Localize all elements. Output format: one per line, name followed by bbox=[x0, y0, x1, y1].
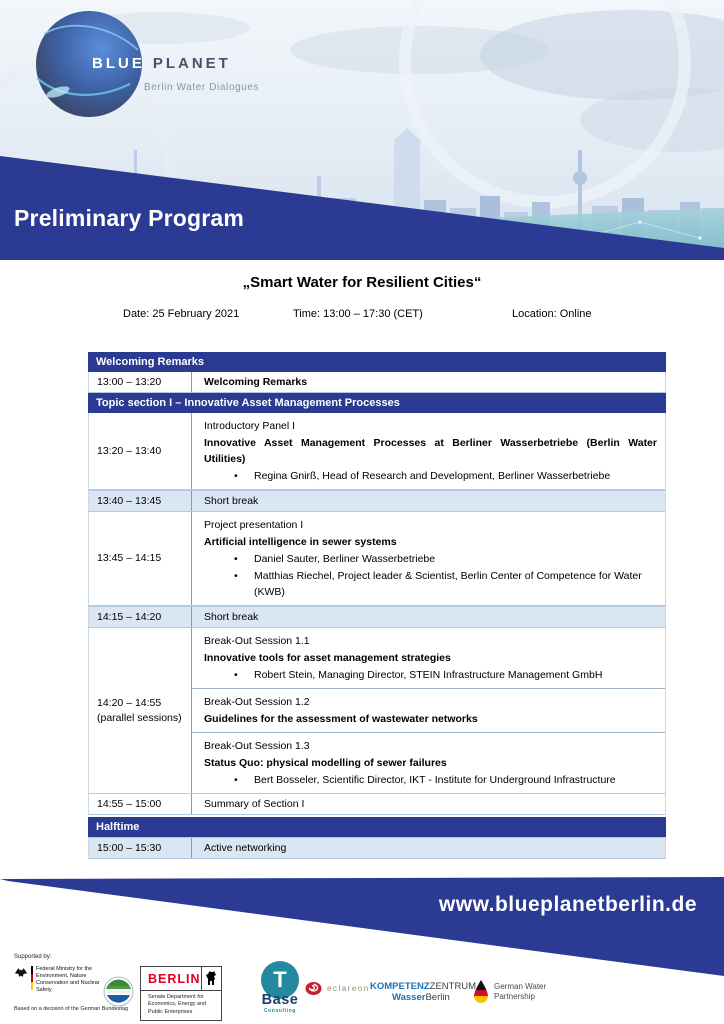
session-label: Break-Out Session 1.2 bbox=[204, 696, 310, 708]
speaker-item: • Robert Stein, Managing Director, STEIN Infrastructure Management GmbH bbox=[204, 667, 657, 683]
session-label: Break-Out Session 1.1 bbox=[204, 635, 310, 647]
logo-tagline: Berlin Water Dialogues bbox=[144, 82, 260, 93]
breakout-session bbox=[192, 688, 665, 732]
table-row bbox=[88, 512, 666, 606]
session-text: Short break bbox=[204, 611, 259, 623]
website-link[interactable]: www.blueplanetberlin.de bbox=[438, 893, 697, 916]
table-row bbox=[88, 413, 666, 490]
federal-eagle-icon bbox=[14, 966, 28, 979]
session-title: Status Quo: physical modelling of sewer failures bbox=[204, 757, 447, 769]
table-row bbox=[88, 837, 666, 859]
time-range: 14:20 – 14:55 bbox=[97, 696, 162, 709]
tbase-circle-icon: T bbox=[261, 961, 299, 999]
eclareon-swirl-icon bbox=[305, 980, 322, 997]
session-text: Active networking bbox=[204, 842, 287, 854]
german-water-partnership-logo bbox=[473, 979, 546, 1004]
time-cell bbox=[89, 628, 191, 793]
gwp-line2: Partnership bbox=[494, 991, 535, 1001]
eclareon-logo bbox=[305, 980, 370, 997]
speaker-item: • Regina Gnirß, Head of Research and Development, Berliner Wasserbetriebe bbox=[204, 468, 657, 484]
session-label: Break-Out Session 1.3 bbox=[204, 740, 310, 752]
session-label: Project presentation I bbox=[204, 519, 304, 531]
event-meta bbox=[0, 308, 724, 326]
time-cell: 13:20 – 13:40 bbox=[97, 444, 162, 457]
speaker-item: • Matthias Riechel, Project leader & Scientist, Berlin Center of Competence for Water (KWB) bbox=[204, 568, 657, 600]
table-row bbox=[88, 490, 666, 512]
berlin-bear-icon bbox=[201, 967, 221, 990]
time-cell: 14:15 – 14:20 bbox=[97, 610, 162, 623]
time-cell: 14:55 – 15:00 bbox=[97, 797, 162, 810]
kwb-berlin: Berlin bbox=[425, 991, 450, 1003]
table-row bbox=[88, 628, 666, 794]
event-time: Time: 13:00 – 17:30 (CET) bbox=[293, 308, 423, 320]
section-header-halftime: Halftime bbox=[88, 817, 666, 837]
kwb-kompetenz: KOMPETENZ bbox=[370, 981, 430, 992]
time-cell: 15:00 – 15:30 bbox=[97, 841, 162, 854]
german-flag-bar bbox=[31, 966, 33, 990]
water-drop-icon bbox=[473, 979, 489, 1004]
kwb-zentrum: ZENTRUM bbox=[429, 981, 477, 992]
kwb-wasser: Wasser bbox=[392, 991, 426, 1003]
kompetenzzentrum-wasser-logo bbox=[370, 982, 476, 1004]
berlin-department: Senate Department for Economics, Energy and Public Enterprises bbox=[148, 994, 207, 1015]
page-title: Preliminary Program bbox=[14, 205, 245, 231]
logo-wordmark bbox=[92, 55, 231, 72]
session-text: Summary of Section I bbox=[204, 798, 305, 810]
bundestag-note: Based on a decision of the German Bundestag bbox=[14, 1006, 129, 1012]
session-text: Welcoming Remarks bbox=[204, 376, 308, 388]
table-row bbox=[88, 606, 666, 628]
event-title: „Smart Water for Resilient Cities“ bbox=[242, 274, 482, 291]
tbase-logo bbox=[257, 961, 303, 1014]
table-row bbox=[88, 794, 666, 815]
supported-by-label: Supported by: bbox=[14, 954, 52, 960]
event-location: Location: Online bbox=[512, 308, 592, 320]
session-title: Innovative tools for asset management strategies bbox=[204, 652, 451, 664]
event-date: Date: 25 February 2021 bbox=[123, 308, 240, 320]
time-cell: 13:45 – 14:15 bbox=[97, 552, 162, 564]
ministry-logo bbox=[14, 966, 106, 995]
berlin-senate-logo bbox=[140, 966, 222, 1021]
session-title: Guidelines for the assessment of wastewater networks bbox=[204, 713, 478, 725]
gwp-line1: German Water bbox=[494, 981, 547, 991]
eclareon-wordmark: eclareon bbox=[327, 984, 370, 993]
session-title: Innovative Asset Management Processes at Berliner Wasserbetriebe (Berlin Water Utilities) bbox=[204, 437, 657, 465]
program-table bbox=[88, 352, 666, 859]
time-cell: 13:40 – 13:45 bbox=[97, 494, 162, 507]
footer-banner bbox=[0, 876, 724, 978]
logo-word-planet: PLANET bbox=[152, 55, 231, 72]
section-header-welcoming: Welcoming Remarks bbox=[88, 352, 666, 372]
tbase-consulting: Consulting bbox=[263, 1008, 297, 1014]
logo-word-blue: BLUE bbox=[92, 55, 145, 72]
breakout-session bbox=[192, 628, 665, 688]
time-note: (parallel sessions) bbox=[97, 711, 182, 724]
session-title: Artificial intelligence in sewer systems bbox=[204, 536, 397, 548]
session-label: Introductory Panel I bbox=[204, 420, 296, 432]
speaker-item: • Daniel Sauter, Berliner Wasserbetriebe bbox=[204, 551, 657, 567]
environment-partnership-logo bbox=[103, 976, 134, 1007]
ministry-name: Federal Ministry for the Environment, Nature Conservation and Nuclear Safety bbox=[36, 966, 100, 994]
section-header-topic1: Topic section I – Innovative Asset Management Processes bbox=[88, 393, 666, 413]
session-text: Short break bbox=[204, 495, 259, 507]
speaker-item: • Bert Bosseler, Scientific Director, IKT - Institute for Underground Infrastructure bbox=[204, 772, 657, 788]
breakout-session bbox=[192, 732, 665, 793]
table-row bbox=[88, 372, 666, 393]
tbase-name: Base bbox=[261, 992, 299, 1008]
berlin-wordmark: BERLIN bbox=[148, 971, 201, 986]
time-cell: 13:00 – 13:20 bbox=[97, 375, 162, 388]
gwp-wordmark bbox=[494, 982, 546, 1002]
